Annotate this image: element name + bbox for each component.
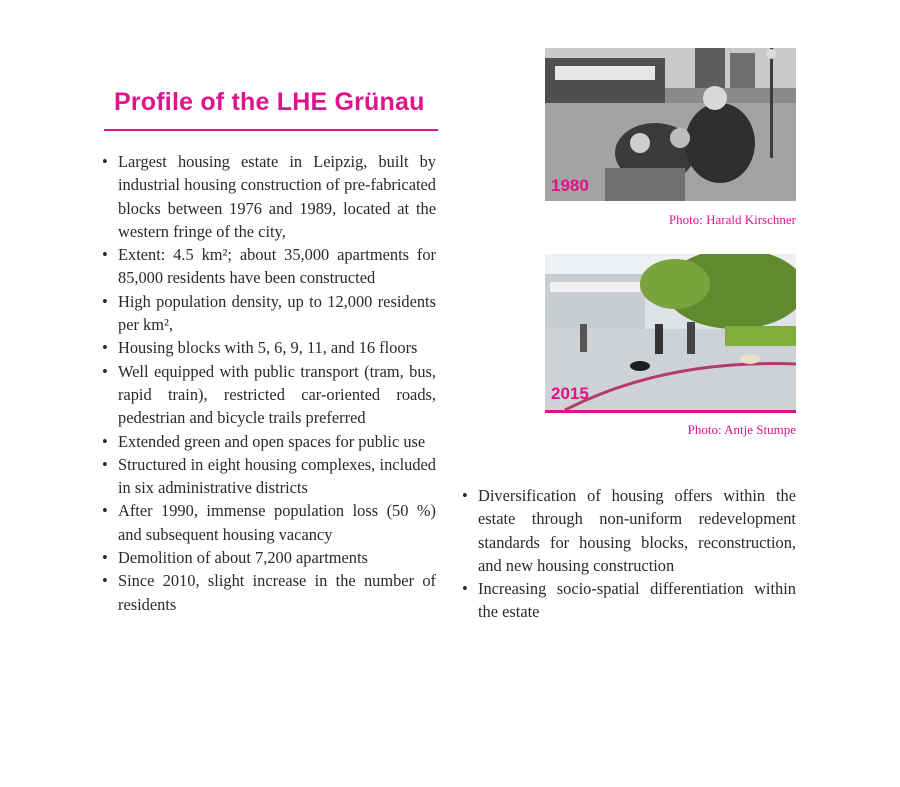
bullet-icon: • <box>102 152 108 171</box>
list-item: • Since 2010, slight increase in the number of residents <box>102 571 436 614</box>
bullet-icon: • <box>102 501 108 521</box>
bullet-icon: • <box>102 361 108 381</box>
bullet-icon: • <box>102 548 108 568</box>
photo-year-label: 1980 <box>551 176 589 195</box>
bullet-icon: • <box>102 245 108 265</box>
photo-2015 <box>545 254 796 410</box>
photo-accent-bar <box>545 410 796 413</box>
list-item: • Largest housing estate in Leipzig, built by industrial housing construction of pre-fabricated blocks between 1976 and 1989, located at the western fringe of the city, <box>102 152 436 241</box>
bullet-icon: • <box>102 454 108 474</box>
list-item: • Diversification of housing offers within the estate through non-uniform redevelopment standards for housing blocks, reconstruction, and new housing construction <box>462 486 796 575</box>
list-item: • Structured in eight housing complexes, included in six administrative districts <box>102 454 436 498</box>
page-title: Profile of the LHE Grünau <box>114 88 425 116</box>
photo-credit: Photo: Harald Kirschner <box>668 212 796 227</box>
list-item: • High population density, up to 12,000 residents per km², <box>102 291 436 335</box>
list-item: • Extent: 4.5 km²; about 35,000 apartments for 85,000 residents have been constructed <box>102 245 436 288</box>
photo-1980 <box>545 48 796 201</box>
bullet-icon: • <box>102 571 108 591</box>
list-item: • After 1990, immense population loss (50 %) and subsequent housing vacancy <box>102 501 436 544</box>
bullet-icon: • <box>102 338 108 358</box>
bullet-icon: • <box>102 431 108 451</box>
list-item: • Housing blocks with 5, 6, 9, 11, and 16 floors <box>102 336 436 359</box>
list-item: • Well equipped with public transport (tram, bus, rapid train), restricted car-oriented roads, pedestrian and bicycle trails preferred <box>102 361 436 428</box>
list-item: • Extended green and open spaces for public use <box>102 430 436 453</box>
bullet-icon: • <box>102 291 108 311</box>
bullet-icon: • <box>462 579 468 599</box>
bullet-icon: • <box>462 486 468 505</box>
list-item: • Demolition of about 7,200 apartments <box>102 546 436 569</box>
title-underline <box>104 129 438 131</box>
list-item: • Increasing socio-spatial differentiation within the estate <box>462 579 796 622</box>
photo-credit: Photo: Antje Stumpe <box>687 422 796 437</box>
left-bullet-list <box>102 150 436 616</box>
right-bullet-list <box>462 484 796 624</box>
photo-year-label: 2015 <box>551 384 589 403</box>
